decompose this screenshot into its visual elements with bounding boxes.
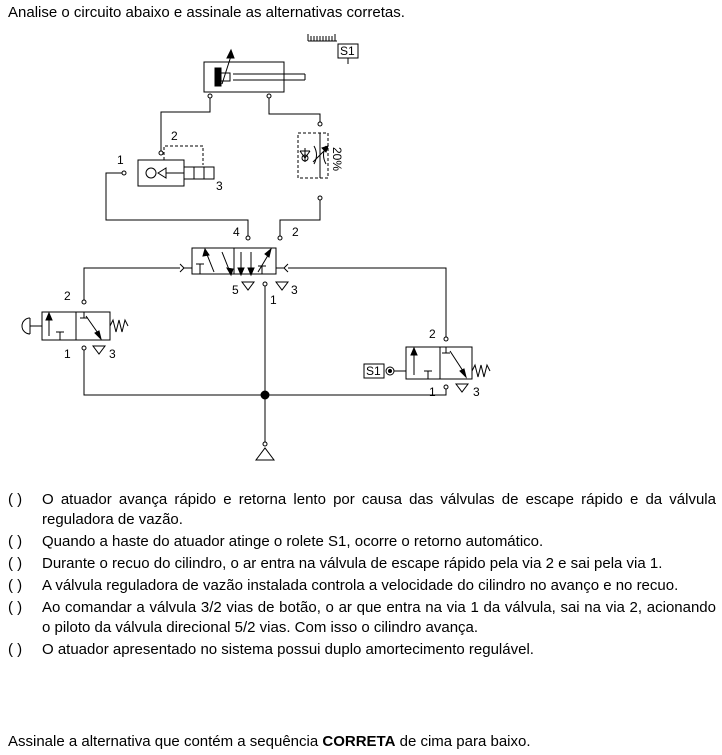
option-2-text: Quando a haste do atuador atinge o rolete S1, ocorre o retorno automático.: [42, 533, 544, 550]
port-label-dv-ex-a: 5: [232, 283, 239, 297]
port-label-roller-exhaust: 3: [473, 385, 480, 399]
option-4[interactable]: [8, 576, 716, 596]
closing-instruction: [8, 733, 531, 750]
port-label-pb-in: 1: [64, 347, 71, 361]
sensor-tag-s1-roller: [364, 364, 384, 378]
option-3[interactable]: [8, 554, 716, 574]
port-label-dv-b: 2: [292, 225, 299, 239]
option-2[interactable]: [8, 532, 716, 552]
option-1-text: O atuador avança rápido e retorna lento por causa das válvulas de escape rápido e da válvula reguladora de vazão.: [42, 491, 716, 528]
port-label-dv-ex-b: 3: [291, 283, 298, 297]
directional-valve-5-2: [180, 236, 288, 290]
option-5-text: Ao comandar a válvula 3/2 vias de botão, o ar que entra na via 1 da válvula, sai na via 2, acionando o piloto da válvula direcional 5/2 vias. Com isso o cilindro avança.: [42, 599, 716, 636]
sensor-tag-top-label: S1: [340, 44, 355, 58]
option-6-marker[interactable]: ( ): [8, 641, 23, 658]
question-intro: Analise o circuito abaixo e assinale as alternativas corretas.: [8, 4, 405, 21]
port-label-qev-in: 1: [117, 153, 124, 167]
port-label-pb-out: 2: [64, 289, 71, 303]
sensor-tag-roller-label: S1: [366, 364, 381, 378]
air-supply-source: [256, 442, 274, 460]
option-4-marker[interactable]: ( ): [8, 577, 23, 594]
option-6-text: O atuador apresentado no sistema possui duplo amortecimento regulável.: [42, 641, 534, 658]
options-list: [8, 490, 716, 662]
double-acting-cylinder: [204, 50, 305, 98]
port-label-dv-supply: 1: [270, 293, 277, 307]
option-5[interactable]: [8, 598, 716, 638]
flow-control-valve: [298, 122, 328, 200]
position-scale: [308, 34, 337, 41]
quick-exhaust-valve: [122, 146, 214, 186]
option-6[interactable]: [8, 640, 716, 660]
option-3-text: Durante o recuo do cilindro, o ar entra na válvula de escape rápido pela via 2 e sai pela via 1.: [42, 555, 663, 572]
port-label-roller-out: 2: [429, 327, 436, 341]
option-4-text: A válvula reguladora de vazão instalada controla a velocidade do cilindro no avanço e no recuo.: [42, 577, 679, 594]
push-button-valve-3-2: [22, 300, 128, 354]
option-3-marker[interactable]: ( ): [8, 555, 23, 572]
option-1-marker[interactable]: ( ): [8, 491, 23, 508]
port-label-qev-exhaust: 3: [216, 179, 223, 193]
closing-text-before: Assinale a alternativa que contém a sequência: [8, 733, 323, 750]
port-label-dv-a: 4: [233, 225, 240, 239]
port-label-qev-out: 2: [171, 129, 178, 143]
connection-lines: [84, 98, 446, 442]
roller-valve-3-2: [386, 337, 490, 392]
option-2-marker[interactable]: ( ): [8, 533, 23, 550]
closing-text-bold: CORRETA: [322, 733, 396, 750]
port-label-roller-in: 1: [429, 385, 436, 399]
flow-control-setting: 20%: [330, 147, 344, 172]
option-5-marker[interactable]: ( ): [8, 599, 23, 616]
option-1[interactable]: [8, 490, 716, 530]
port-label-pb-exhaust: 3: [109, 347, 116, 361]
closing-text-after: de cima para baixo.: [395, 733, 531, 750]
sensor-tag-s1-top: [338, 44, 358, 64]
